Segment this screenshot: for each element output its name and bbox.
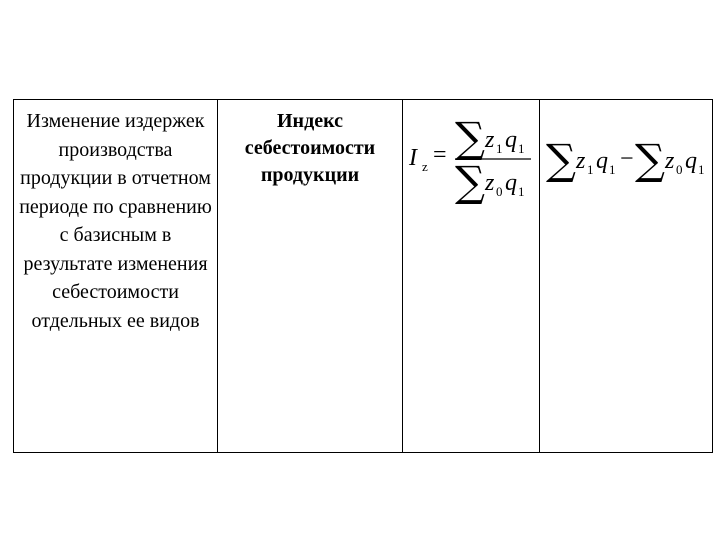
term2-z-subscript: 0 bbox=[676, 162, 683, 177]
description-text: Изменение издержек производства продукции в отчетном периоде по сравнению с базисным в результате изменения себестоимости отдельных ее видов bbox=[19, 110, 212, 332]
numerator-q-subscript: 1 bbox=[518, 141, 525, 156]
numerator-z-subscript: 1 bbox=[496, 141, 503, 156]
index-formula-svg bbox=[403, 100, 539, 210]
term1-q: q bbox=[596, 148, 608, 174]
term1-sigma: ∑ bbox=[546, 135, 576, 184]
denominator-z-subscript: 0 bbox=[496, 184, 503, 199]
term1-z-subscript: 1 bbox=[587, 162, 594, 177]
index-subscript: z bbox=[422, 159, 428, 174]
numerator-z: z bbox=[485, 127, 495, 153]
denominator-q: q bbox=[505, 170, 517, 196]
equals-sign: = bbox=[433, 142, 447, 168]
index-formula bbox=[403, 100, 539, 452]
denominator-z: z bbox=[485, 170, 495, 196]
minus-sign: − bbox=[620, 146, 634, 172]
index-title: Индекс себестоимости продукции bbox=[244, 110, 376, 186]
numerator-q: q bbox=[505, 127, 517, 153]
numerator-sigma: ∑ bbox=[455, 113, 485, 162]
term2-z: z bbox=[665, 148, 675, 174]
term2-q-subscript: 1 bbox=[698, 162, 705, 177]
difference-formula-cell bbox=[540, 100, 713, 453]
denominator-sigma: ∑ bbox=[455, 157, 485, 206]
term2-q: q bbox=[685, 148, 697, 174]
term1-q-subscript: 1 bbox=[609, 162, 616, 177]
denominator-q-subscript: 1 bbox=[518, 184, 525, 199]
term1-z: z bbox=[576, 148, 586, 174]
index-formula-cell bbox=[403, 100, 540, 453]
description-cell bbox=[14, 100, 218, 453]
index-symbol: I bbox=[409, 145, 417, 171]
title-cell bbox=[218, 100, 403, 453]
term2-sigma: ∑ bbox=[635, 135, 665, 184]
difference-formula bbox=[540, 100, 712, 452]
indicator-table-row bbox=[13, 99, 713, 453]
difference-formula-svg bbox=[540, 100, 712, 200]
